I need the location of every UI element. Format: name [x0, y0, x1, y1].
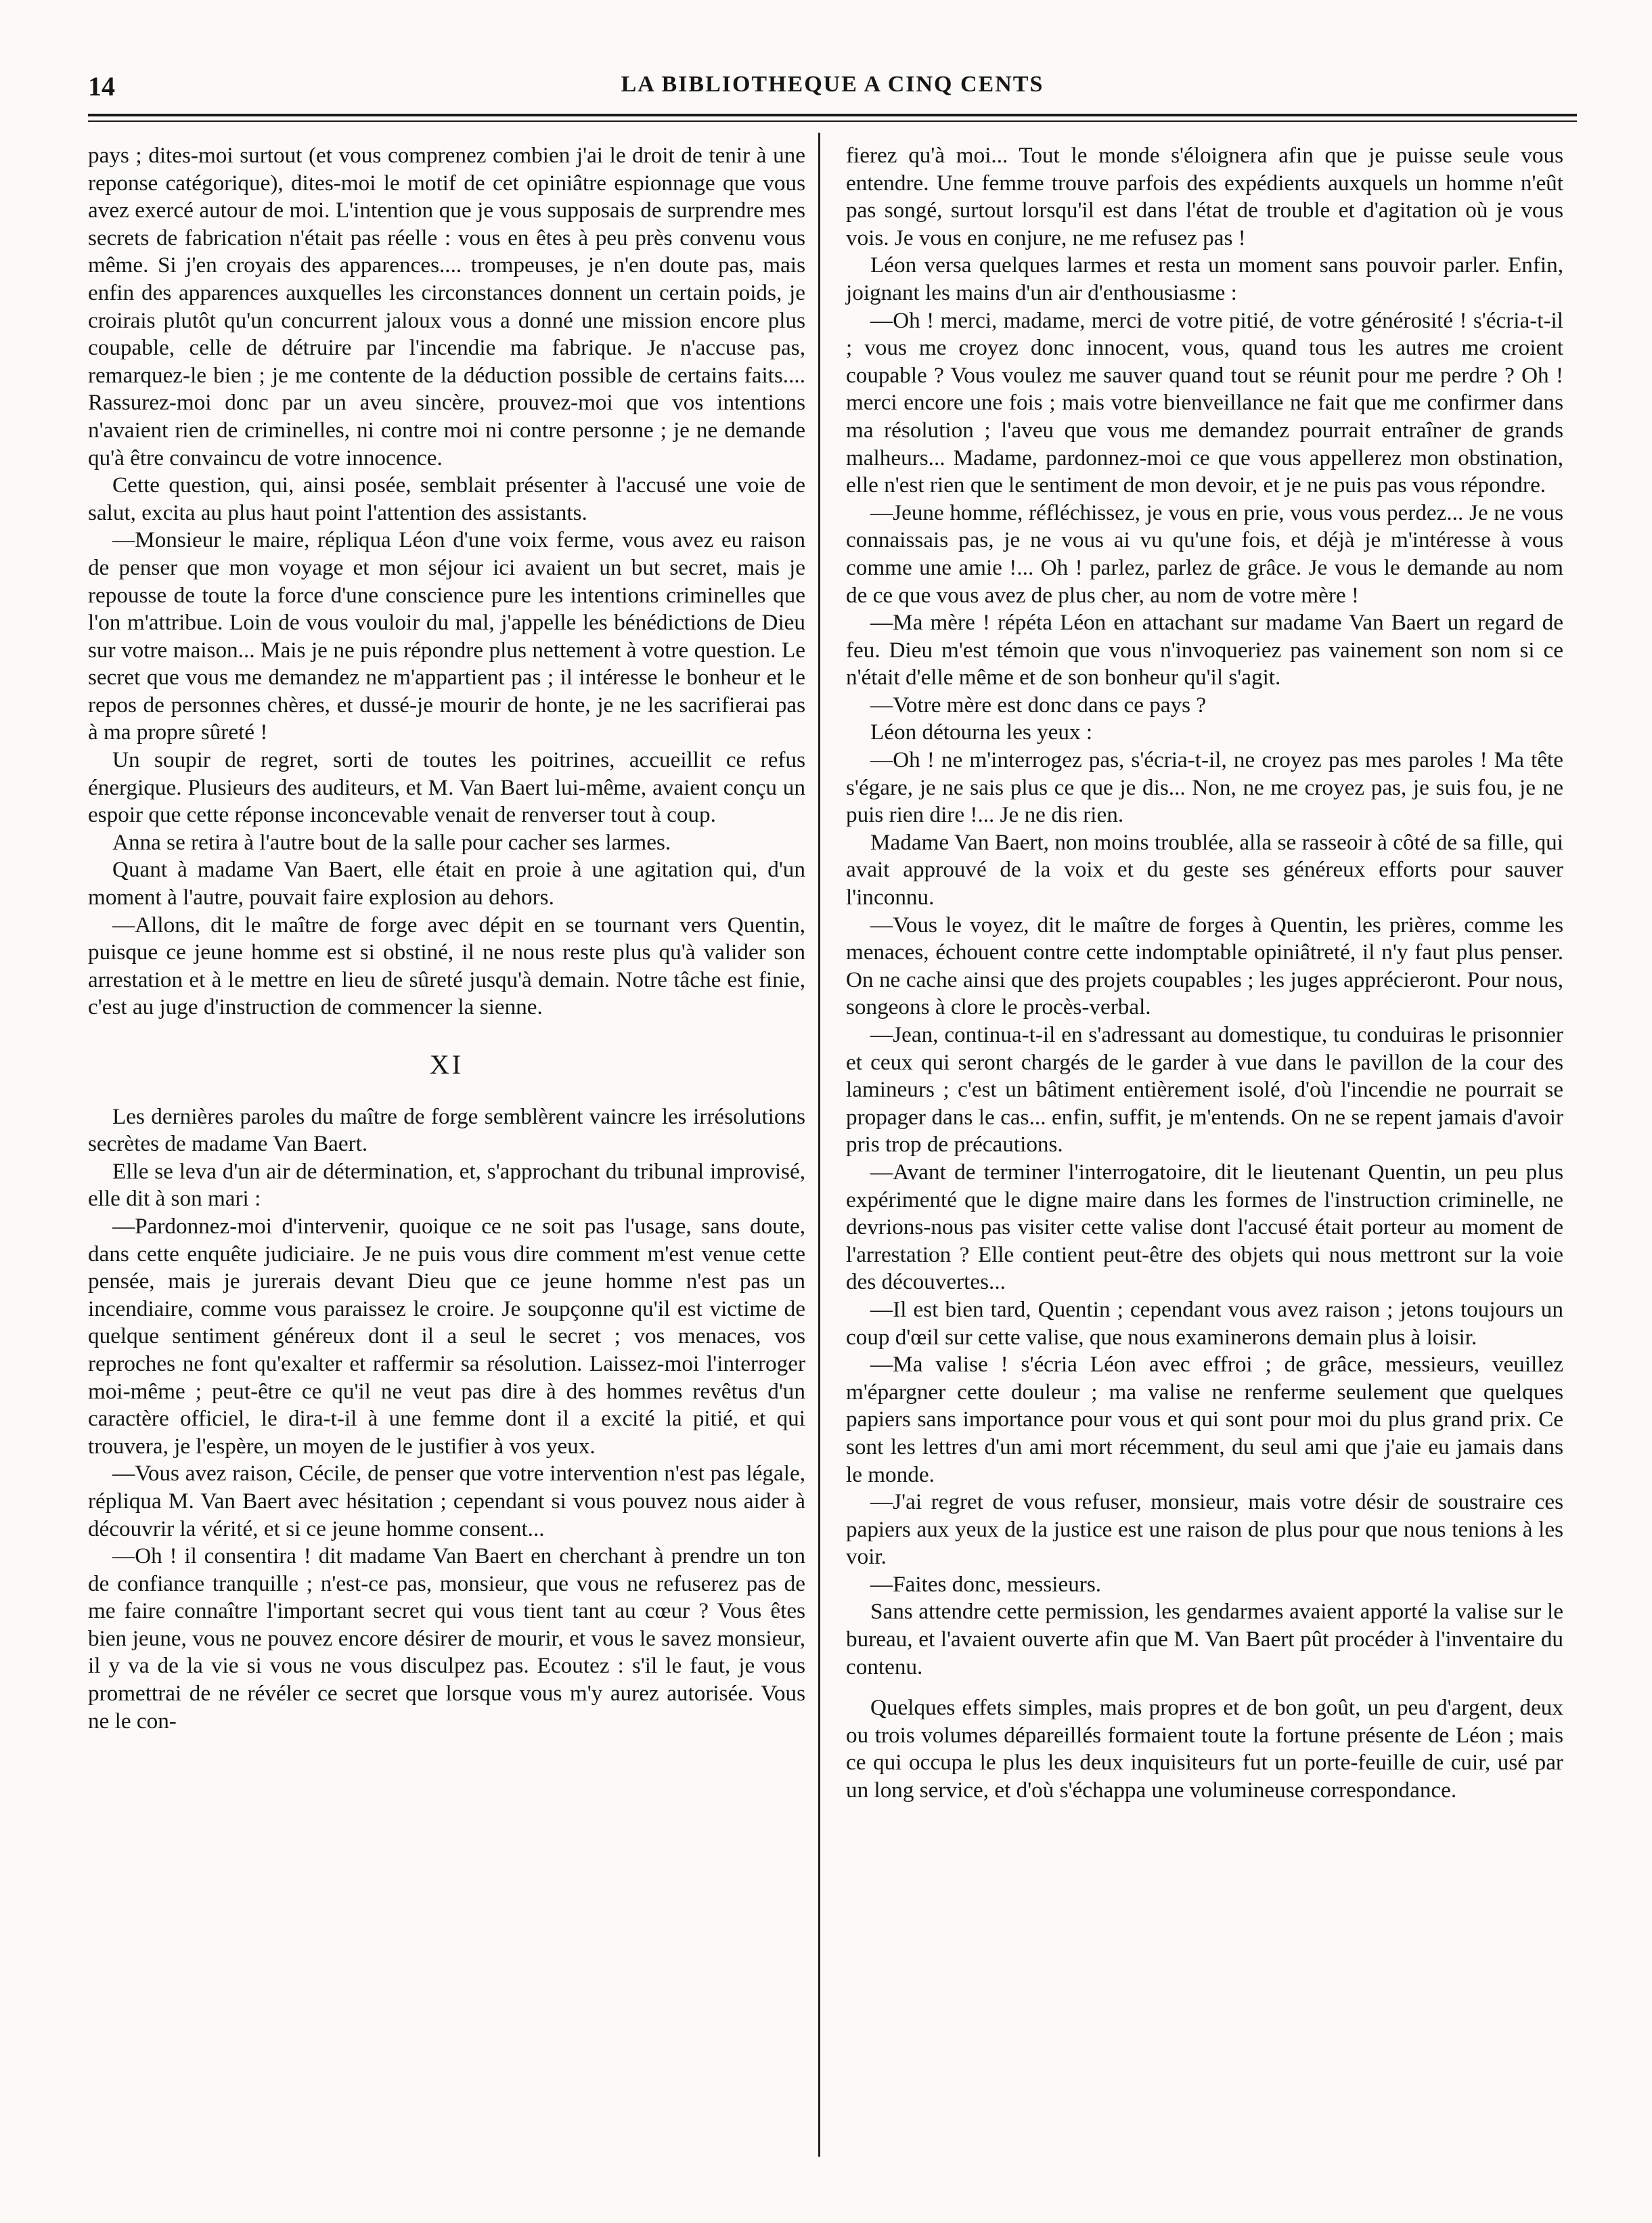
paragraph: Les dernières paroles du maître de forge semblèrent vaincre les irrésolutions secrètes de madame Van Baert.	[88, 1103, 805, 1157]
paragraph: —Vous le voyez, dit le maître de forges à Quentin, les prières, comme les menaces, échouent contre cette indomptable opiniâtreté, il n'y faut plus penser. On ne cache ainsi que des projets coupables ; les juges apprécieront. Pour nous, songeons à clore le procès-verbal.	[846, 912, 1563, 1020]
header-rule-thin	[88, 120, 1577, 122]
paragraph: Elle se leva d'un air de détermination, et, s'approchant du tribunal improvisé, elle dit à son mari :	[88, 1158, 805, 1212]
left-column	[88, 142, 805, 1735]
paragraph: Cette question, qui, ainsi posée, semblait présenter à l'accusé une voie de salut, excita au plus haut point l'attention des assistants.	[88, 472, 805, 525]
paragraph: Madame Van Baert, non moins troublée, alla se rasseoir à côté de sa fille, qui avait approuvé de la voix et du geste ses généreux efforts pour sauver l'inconnu.	[846, 829, 1563, 910]
paragraph: —J'ai regret de vous refuser, monsieur, mais votre désir de soustraire ces papiers aux yeux de la justice est une raison de plus pour que nous tenions à les voir.	[846, 1489, 1563, 1570]
paragraph: Un soupir de regret, sorti de toutes les poitrines, accueillit ce refus énergique. Plusieurs des auditeurs, et M. Van Baert lui-même, avaient conçu un espoir que cette réponse inconcevable venait de renverser tout à coup.	[88, 747, 805, 828]
paragraph: Quant à madame Van Baert, elle était en proie à une agitation qui, d'un moment à l'autre, pouvait faire explosion au dehors.	[88, 857, 805, 910]
chapter-heading: XI	[429, 1049, 464, 1080]
paragraph: —Monsieur le maire, répliqua Léon d'une voix ferme, vous avez eu raison de penser que mon voyage et mon séjour ici avaient un but secret, mais je repousse de toute la force d'une conscience pure les intentions criminelles que l'on m'attribue. Loin de vous vouloir du mal, j'appelle les bénédictions de Dieu sur votre maison... Mais je ne puis répondre plus nettement à votre question. Le secret que vous me demandez ne m'appartient pas ; il intéresse le bonheur et le repos de personnes chères, et dussé-je mourir de honte, je ne les sacrifierai pas à ma propre sûreté !	[88, 527, 805, 745]
column-divider	[818, 133, 820, 2157]
paragraph: —Faites donc, messieurs.	[870, 1571, 1102, 1597]
page-number: 14	[88, 71, 115, 102]
paragraph: fierez qu'à moi... Tout le monde s'éloignera afin que je puisse seule vous entendre. Une femme trouve parfois des expédients auxquels un homme n'eût pas songé, surtout lorsqu'il est dans l'état de trouble et d'agitation où je vous vois. Je vous en conjure, ne me refusez pas !	[846, 143, 1563, 250]
paragraph: Léon versa quelques larmes et resta un moment sans pouvoir parler. Enfin, joignant les mains d'un air d'enthousiasme :	[846, 252, 1563, 305]
paragraph: —Votre mère est donc dans ce pays ?	[870, 692, 1207, 718]
right-column	[846, 142, 1563, 1805]
paragraph: —Jean, continua-t-il en s'adressant au domestique, tu conduiras le prisonnier et ceux qui seront chargés de le garder à vue dans le pavillon de la cour des lamineurs ; c'est un bâtiment entièrement isolé, d'où l'incendie ne pourrait se propager dans le cas... enfin, suffit, je m'entends. On ne se repent jamais d'avoir pris trop de précautions.	[846, 1022, 1563, 1158]
paragraph: —Oh ! il consentira ! dit madame Van Baert en cherchant à prendre un ton de confiance tranquille ; n'est-ce pas, monsieur, que vous ne refuserez pas de me faire connaître l'important secret qui vous tient tant au cœur ? Vous êtes bien jeune, vous ne pouvez encore désirer de mourir, et vous le savez monsieur, il y va de la vie si vous ne vous disculpez pas. Ecoutez : s'il le faut, je vous promettrai de ne révéler ce secret que lorsque vous m'y aurez autorisée. Vous ne le con-	[88, 1543, 805, 1734]
running-title: LA BIBLIOTHEQUE A CINQ CENTS	[621, 72, 1044, 97]
paragraph: —Avant de terminer l'interrogatoire, dit le lieutenant Quentin, un peu plus expérimenté que le digne maire dans les formes de l'instruction criminelle, ne devrions-nous pas visiter cette valise dont l'accusé était porteur au moment de l'arrestation ? Elle contient peut-être des objets qui nous mettront sur la voie des découvertes...	[846, 1159, 1563, 1295]
paragraph: Quelques effets simples, mais propres et de bon goût, un peu d'argent, deux ou trois volumes dépareillés formaient toute la fortune présente de Léon ; mais ce qui occupa le plus les deux inquisiteurs fut un porte-feuille de cuir, usé par un long service, et d'où s'échappa une volumineuse correspondance.	[846, 1695, 1563, 1803]
paragraph: —Jeune homme, réfléchissez, je vous en prie, vous vous perdez... Je ne vous connaissais pas, je ne vous ai vu qu'une fois, et déjà je m'intéresse à vous comme une amie !... Oh ! parlez, parlez de grâce. Je vous le demande au nom de ce que vous avez de plus cher, au nom de votre mère !	[846, 500, 1563, 608]
header-rule-thick	[88, 114, 1577, 116]
paragraph: —Oh ! ne m'interrogez pas, s'écria-t-il, ne croyez pas mes paroles ! Ma tête s'égare, je ne sais plus ce que je dis... Non, ne me croyez pas, je suis fou, je ne puis rien dire !... Je ne dis rien.	[846, 747, 1563, 828]
paragraph: —Pardonnez-moi d'intervenir, quoique ce ne soit pas l'usage, sans doute, dans cette enquête judiciaire. Je ne puis vous dire comment m'est venue cette pensée, mais je jurerais devant Dieu que ce jeune homme n'est pas un incendiaire, comme vous paraissez le croire. Je soupçonne qu'il est victime de quelque sentiment généreux dont il a seul le secret ; vos menaces, vos reproches ne font qu'exalter et raffermir sa résolution. Laissez-moi l'interroger moi-même ; peut-être ce qu'il ne veut pas dire à des hommes revêtus d'un caractère officiel, le dira-t-il à une femme dont il a excité la pitié, et qui trouvera, je l'espère, un moyen de le justifier à vos yeux.	[88, 1213, 805, 1459]
paragraph: —Oh ! merci, madame, merci de votre pitié, de votre générosité ! s'écria-t-il ; vous me croyez donc innocent, vous, quand tous les autres me croient coupable ? Vous voulez me sauver quand tout se réunit pour me perdre ? Oh ! merci encore une fois ; mais votre bienveillance ne fait que me confirmer dans ma résolution ; l'aveu que vous me demandez pourrait entraîner de grands malheurs... Madame, pardonnez-moi ce que vous appellerez mon obstination, elle n'est rien que le sentiment de mon devoir, et je ne puis pas vous répondre.	[846, 307, 1563, 498]
paragraph: —Allons, dit le maître de forge avec dépit en se tournant vers Quentin, puisque ce jeune homme est si obstiné, il ne nous reste plus qu'à valider son arrestation et à le mettre en lieu de sûreté jusqu'à demain. Notre tâche est finie, c'est au juge d'instruction de commencer la sienne.	[88, 912, 805, 1020]
page-header	[88, 66, 1577, 107]
paragraph: —Vous avez raison, Cécile, de penser que votre intervention n'est pas légale, répliqua M. Van Baert avec hésitation ; cependant si vous pouvez nous aider à découvrir la vérité, et si ce jeune homme consent...	[88, 1461, 805, 1541]
paragraph: Léon détourna les yeux :	[870, 720, 1093, 745]
paragraph: —Ma valise ! s'écria Léon avec effroi ; de grâce, messieurs, veuillez m'épargner cette douleur ; ma valise ne renferme seulement que quelques papiers sans importance pour vous et qui sont pour moi du plus grand prix. Ce sont les lettres d'un ami mort récemment, du seul ami que j'aie eu jamais dans le monde.	[846, 1352, 1563, 1487]
paragraph: Sans attendre cette permission, les gendarmes avaient apporté la valise sur le bureau, et l'avaient ouverte afin que M. Van Baert pût procéder à l'inventaire du contenu.	[846, 1599, 1563, 1679]
paragraph: pays ; dites-moi surtout (et vous comprenez combien j'ai le droit de tenir à une reponse catégorique), dites-moi le motif de cet opiniâtre espionnage que vous avez exercé autour de moi. L'intention que je vous supposais de surprendre mes secrets de fabrication n'était pas réelle : vous en êtes à peu près convenu vous même. Si j'en croyais des apparences.... trompeuses, je n'en doute pas, mais enfin des apparences auxquelles les circonstances donnent un certain poids, je croirais plutôt qu'un concurrent jaloux vous a donné une mission encore plus coupable, celle de détruire par l'incendie ma fabrique. Je n'accuse pas, remarquez-le bien ; je me contente de la déduction possible de certains faits.... Rassurez-moi donc par un aveu sincère, prouvez-moi que vos intentions n'avaient rien de criminelles, ni contre moi ni contre personne ; je ne demande qu'à être convaincu de votre innocence.	[88, 143, 805, 470]
paragraph: Anna se retira à l'autre bout de la salle pour cacher ses larmes.	[112, 829, 671, 855]
paragraph: —Ma mère ! répéta Léon en attachant sur madame Van Baert un regard de feu. Dieu m'est témoin que vous n'invoqueriez pas vainement son nom si ce n'était d'elle même et de son bonheur qu'il s'agit.	[846, 610, 1563, 690]
paragraph: —Il est bien tard, Quentin ; cependant vous avez raison ; jetons toujours un coup d'œil sur cette valise, que nous examinerons demain plus à loisir.	[846, 1296, 1563, 1350]
